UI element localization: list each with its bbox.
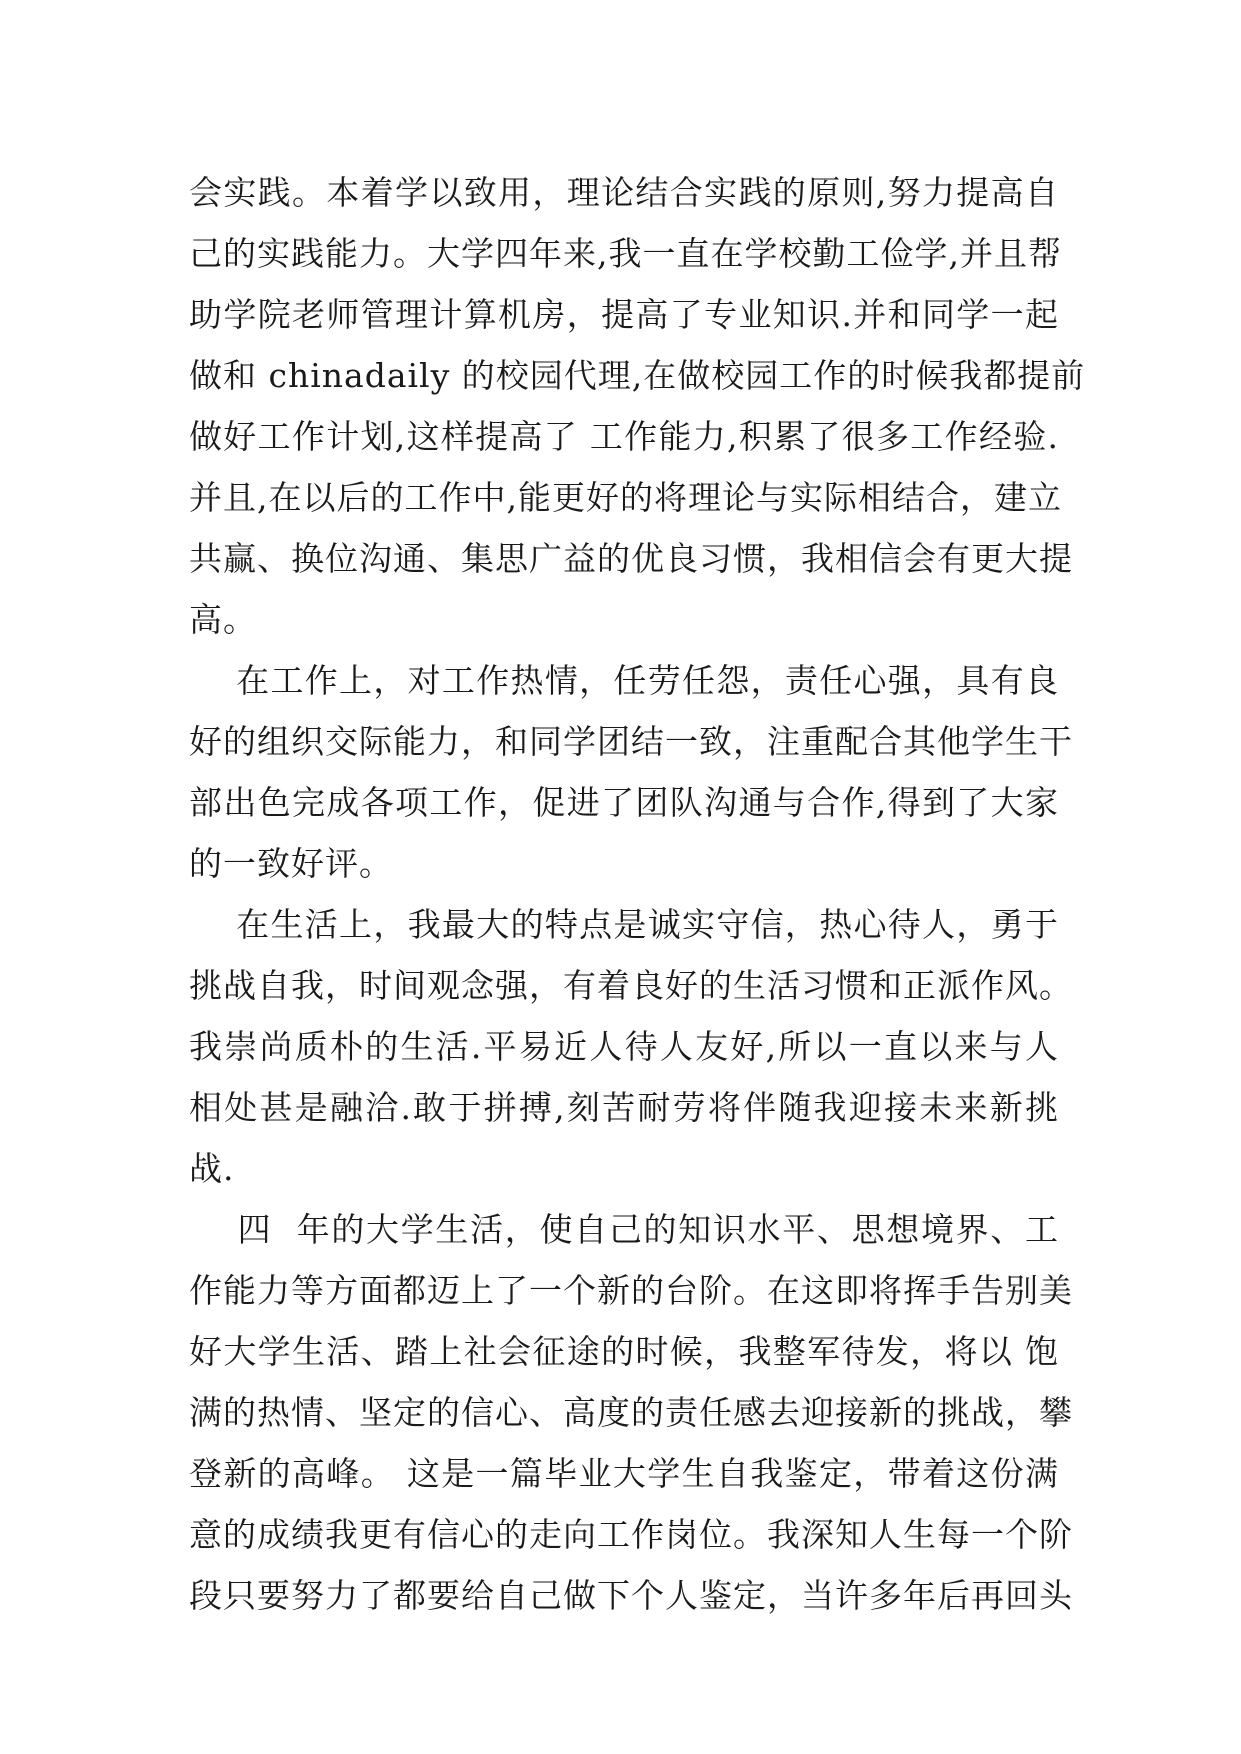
text-line: 好大学生活、踏上社会征途的时候，我整军待发，将以 饱 [189, 1332, 1059, 1371]
body-text [189, 162, 1086, 1626]
text-line: 会实践。本着学以致用，理论结合实践的原则,努力提高自 [189, 173, 1059, 212]
text-line: 登新的高峰。 这是一篇毕业大学生自我鉴定，带着这份满 [189, 1454, 1059, 1493]
text-line: 战. [189, 1149, 235, 1188]
text-line: 作能力等方面都迈上了一个新的台阶。在这即将挥手告别美 [189, 1271, 1073, 1310]
text-line: 己的实践能力。大学四年来,我一直在学校勤工俭学,并且帮 [189, 234, 1062, 273]
text-line: 共赢、换位沟通、集思广益的优良习惯，我相信会有更大提 [189, 539, 1073, 578]
text-line: 四 年的大学生活，使自己的知识水平、思想境界、工 [189, 1210, 1059, 1249]
text-line: 好的组织交际能力，和同学团结一致，注重配合其他学生干 [189, 722, 1073, 761]
text-line: 挑战自我，时间观念强，有着良好的生活习惯和正派作风。 [189, 966, 1073, 1005]
text-line: 在工作上，对工作热情，任劳任怨，责任心强，具有良 [189, 661, 1059, 700]
text-line: 助学院老师管理计算机房，提高了专业知识.并和同学一起 [189, 295, 1059, 334]
text-line: 我崇尚质朴的生活.平易近人待人友好,所以一直以来与人 [189, 1027, 1059, 1066]
text-line: 相处甚是融洽.敢于拼搏,刻苦耐劳将伴随我迎接未来新挑 [189, 1088, 1059, 1127]
text-line: 高。 [189, 600, 257, 639]
text-line: 并且,在以后的工作中,能更好的将理论与实际相结合，建立 [189, 478, 1062, 517]
text-line: 意的成绩我更有信心的走向工作岗位。我深知人生每一个阶 [189, 1515, 1073, 1554]
text-line: 部出色完成各项工作，促进了团队沟通与合作,得到了大家 [189, 783, 1059, 822]
text-line: 在生活上，我最大的特点是诚实守信，热心待人，勇于 [189, 905, 1059, 944]
text-line: 做好工作计划,这样提高了 工作能力,积累了很多工作经验. [189, 417, 1059, 456]
text-line: 段只要努力了都要给自己做下个人鉴定，当许多年后再回头 [189, 1576, 1073, 1615]
text-line: 的一致好评。 [189, 844, 393, 883]
text-line: 做和 chinadaily 的校园代理,在做校园工作的时候我都提前 [189, 356, 1086, 395]
text-line: 满的热情、坚定的信心、高度的责任感去迎接新的挑战，攀 [189, 1393, 1073, 1432]
